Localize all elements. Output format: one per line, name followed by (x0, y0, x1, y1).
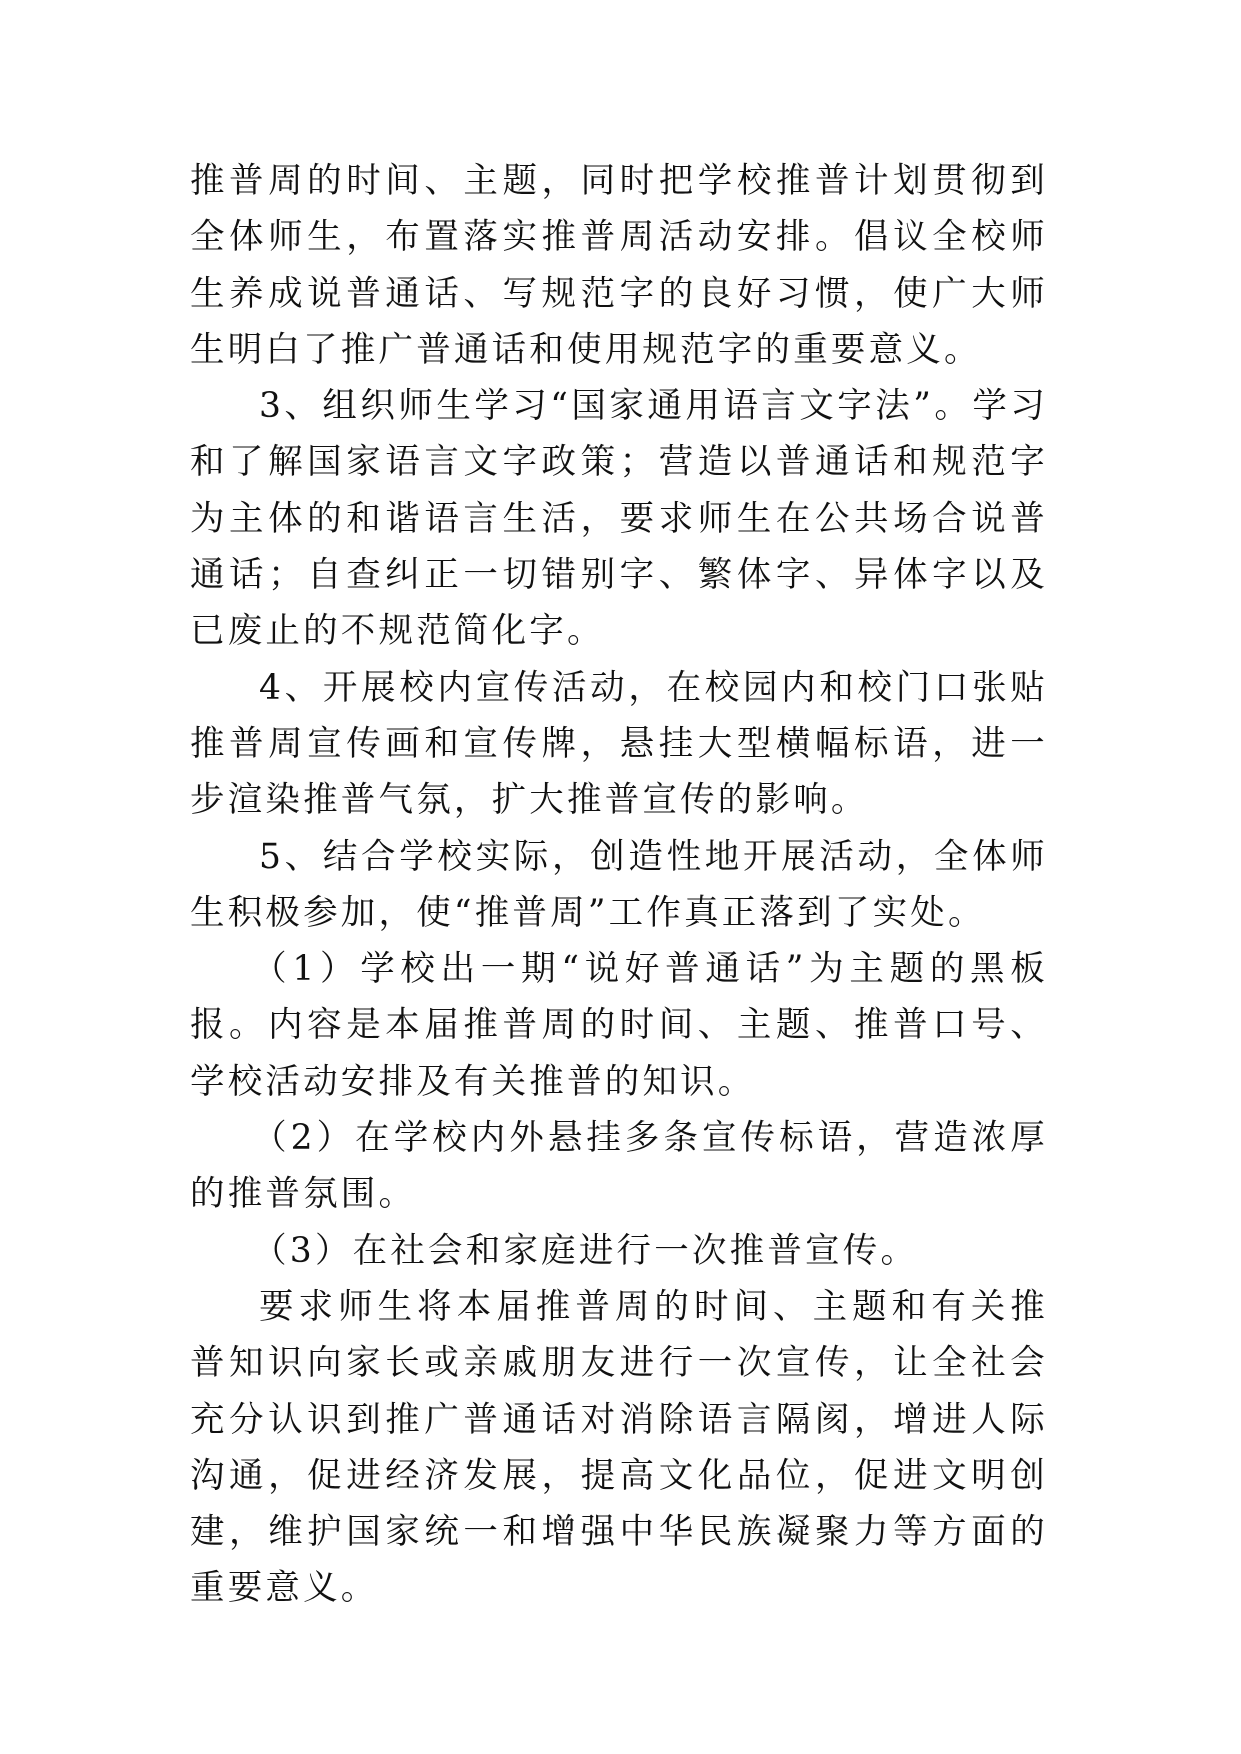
paragraph-item-4: 4、开展校内宣传活动，在校园内和校门口张贴推普周宣传画和宣传牌，悬挂大型横幅标语，进一步渲染推普气氛，扩大推普宣传的影响。 (190, 667, 1048, 821)
paragraph-item-5: 5、结合学校实际，创造性地开展活动，全体师生积极参加，使“推普周”工作真正落到了实处。 (190, 836, 1048, 933)
paragraph-item-3: 3、组织师生学习“国家通用语言文字法”。学习和了解国家语言文字政策；营造以普通话和规范字为主体的和谐语言生活，要求师生在公共场合说普通话；自查纠正一切错别字、繁体字、异体字以及已废止的不规范简化字。 (190, 386, 1048, 652)
paragraph-subitem-1: （1）学校出一期“说好普通话”为主题的黑板报。内容是本届推普周的时间、主题、推普口号、学校活动安排及有关推普的知识。 (190, 949, 1048, 1102)
paragraph-requirement: 要求师生将本届推普周的时间、主题和有关推普知识向家长或亲戚朋友进行一次宣传，让全社会充分认识到推广普通话对消除语言隔阂，增进人际沟通，促进经济发展，提高文化品位，促进文明创建，维护国家统一和增强中华民族凝聚力等方面的重要意义。 (190, 1286, 1048, 1609)
paragraph-continuation: 推普周的时间、主题，同时把学校推普计划贯彻到全体师生，布置落实推普周活动安排。倡议全校师生养成说普通话、写规范字的良好习惯，使广大师生明白了推广普通话和使用规范字的重要意义。 (190, 161, 1048, 370)
paragraph-subitem-3: （3）在社会和家庭进行一次推普宣传。 (252, 1230, 919, 1271)
document-body (190, 153, 1048, 1617)
paragraph-subitem-2: （2）在学校内外悬挂多条宣传标语，营造浓厚的推普氛围。 (190, 1118, 1048, 1215)
